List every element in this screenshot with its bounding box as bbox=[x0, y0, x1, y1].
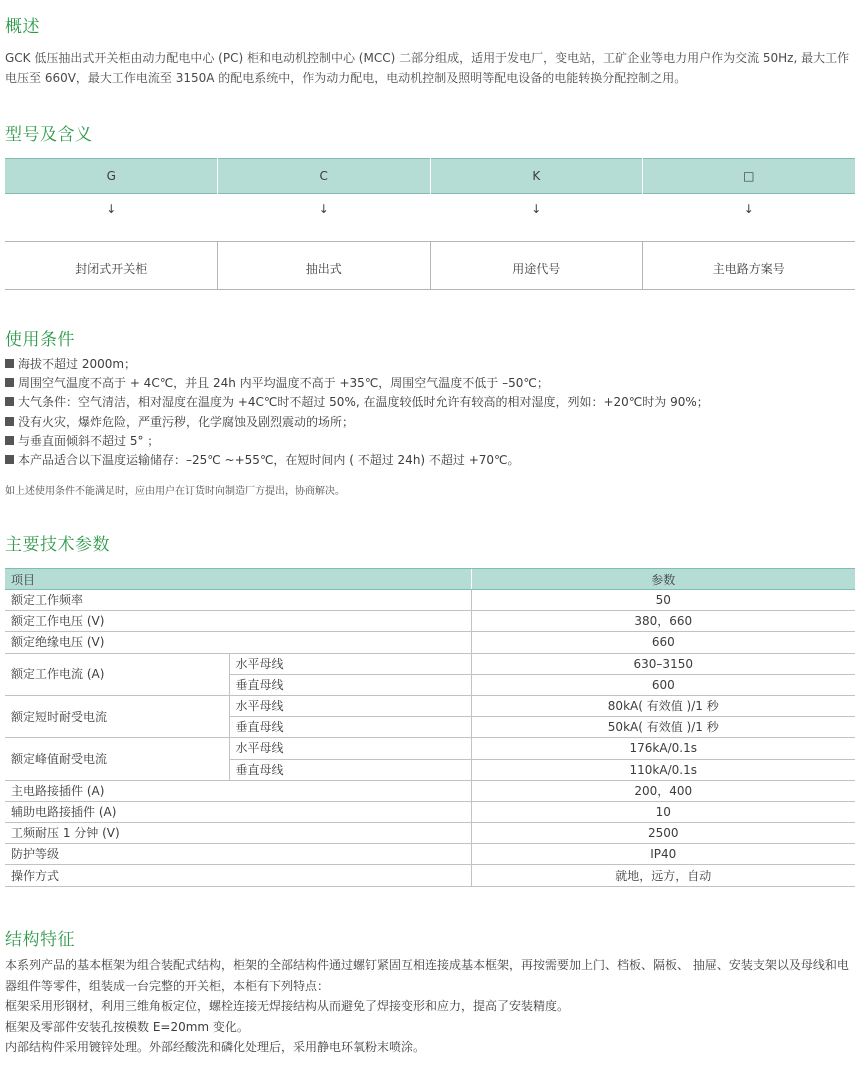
down-arrow-icon: ↓ bbox=[318, 202, 329, 216]
list-item: 没有火灾，爆炸危险，严重污秽，化学腐蚀及剧烈震动的场所； bbox=[5, 413, 857, 432]
list-item: 与垂直面倾斜不超过 5° ； bbox=[5, 432, 857, 451]
model-heading: 型号及含义 bbox=[5, 125, 93, 145]
structure-text bbox=[5, 955, 857, 1058]
overview-text: GCK 低压抽出式开关柜由动力配电中心 (PC) 柜和电动机控制中心 (MCC) 二部分组成，适用于发电厂，变电站，工矿企业等电力用户作为交流 50Hz, 最大工作电压至 660V，最大工作电流至 3150A 的配电系统中，作为动力配电，电动机控制及照明等配电设备的电能转换分配控制之用。 bbox=[5, 51, 850, 85]
down-arrow-icon: ↓ bbox=[106, 202, 117, 216]
list-item: 周围空气温度不高于 + 4C℃，并且 24h 内平均温度不高于 +35℃，周围空气温度不低于 –50℃； bbox=[5, 374, 857, 393]
table-row: 防护等级 IP40 bbox=[5, 844, 855, 865]
table-row: 额定工作频率 50 bbox=[5, 590, 855, 611]
table-row: 额定工作电压 (V) 380，660 bbox=[5, 611, 855, 632]
table-row: 工频耐压 1 分钟 (V) 2500 bbox=[5, 823, 855, 844]
table-row: 辅助电路接插件 (A) 10 bbox=[5, 801, 855, 822]
bullet-square-icon bbox=[5, 397, 14, 406]
structure-paragraph: 本系列产品的基本框架为组合装配式结构，柜架的全部结构件通过螺钉紧固互相连接成基本框架，再按需要加上门、档板、隔板、 抽屉、安装支架以及母线和电器组件等零件，组装成一台完整的开关柜，本柜有下列特点： bbox=[5, 958, 849, 993]
model-letter-g: G bbox=[106, 169, 116, 183]
model-meaning-usage-code: 用途代号 bbox=[512, 262, 561, 276]
params-table bbox=[5, 568, 855, 887]
model-letter-c: C bbox=[319, 169, 328, 183]
conditions-note: 如上述使用条件不能满足时，应由用户在订货时向制造厂方提出，协商解决。 bbox=[5, 486, 345, 497]
table-row: 额定工作电流 (A) 水平母线 630–3150 bbox=[5, 653, 855, 674]
table-row: 额定峰值耐受电流 水平母线 176kA/0.1s bbox=[5, 738, 855, 759]
bullet-square-icon bbox=[5, 359, 14, 368]
table-header-row bbox=[5, 569, 855, 590]
bullet-square-icon bbox=[5, 417, 14, 426]
table-row: 垂直母线 600 bbox=[5, 674, 855, 695]
list-item: 海拔不超过 2000m； bbox=[5, 355, 857, 374]
structure-paragraph: 框架及零部件安装孔按模数 E=20mm 变化。 bbox=[5, 1019, 249, 1034]
table-row: 垂直母线 110kA/0.1s bbox=[5, 759, 855, 780]
model-letter-scheme: □ bbox=[743, 169, 755, 183]
conditions-list bbox=[5, 355, 857, 470]
bullet-square-icon bbox=[5, 436, 14, 445]
table-row: 额定短时耐受电流 水平母线 80kA( 有效值 )/1 秒 bbox=[5, 695, 855, 716]
model-table bbox=[5, 158, 855, 290]
down-arrow-icon: ↓ bbox=[531, 202, 542, 216]
model-meaning-enclosed: 封闭式开关柜 bbox=[75, 262, 148, 276]
structure-paragraph: 内部结构件采用镀锌处理。外部经酸洗和磷化处理后，采用静电环氧粉末喷涂。 bbox=[5, 1040, 426, 1054]
column-header-value: 参数 bbox=[471, 569, 855, 590]
list-item: 大气条件：空气清洁，相对湿度在温度为 +4C℃时不超过 50%, 在温度较低时允许有较高的相对湿度，列如：+20℃时为 90%； bbox=[5, 393, 857, 412]
conditions-heading: 使用条件 bbox=[5, 330, 75, 350]
column-header-item: 项目 bbox=[5, 569, 471, 590]
model-meaning-drawout: 抽出式 bbox=[305, 262, 342, 276]
bullet-square-icon bbox=[5, 378, 14, 387]
model-meaning-circuit-scheme: 主电路方案号 bbox=[712, 262, 785, 276]
params-heading: 主要技术参数 bbox=[5, 535, 110, 555]
structure-heading: 结构特征 bbox=[5, 930, 75, 950]
table-row: 垂直母线 50kA( 有效值 )/1 秒 bbox=[5, 717, 855, 738]
table-row: 额定绝缘电压 (V) 660 bbox=[5, 632, 855, 653]
bullet-square-icon bbox=[5, 455, 14, 464]
structure-paragraph: 框架采用形钢材，利用三维角板定位，螺栓连接无焊接结构从而避免了焊接变形和应力，提高了安装精度。 bbox=[5, 999, 570, 1013]
table-row: 主电路接插件 (A) 200，400 bbox=[5, 780, 855, 801]
table-row: 操作方式 就地，远方，自动 bbox=[5, 865, 855, 886]
overview-heading: 概述 bbox=[5, 17, 40, 37]
down-arrow-icon: ↓ bbox=[743, 202, 754, 216]
list-item: 本产品适合以下温度运输储存：–25℃ ~+55℃，在短时间内 ( 不超过 24h) 不超过 +70℃。 bbox=[5, 451, 857, 470]
model-letter-k: K bbox=[532, 169, 541, 183]
